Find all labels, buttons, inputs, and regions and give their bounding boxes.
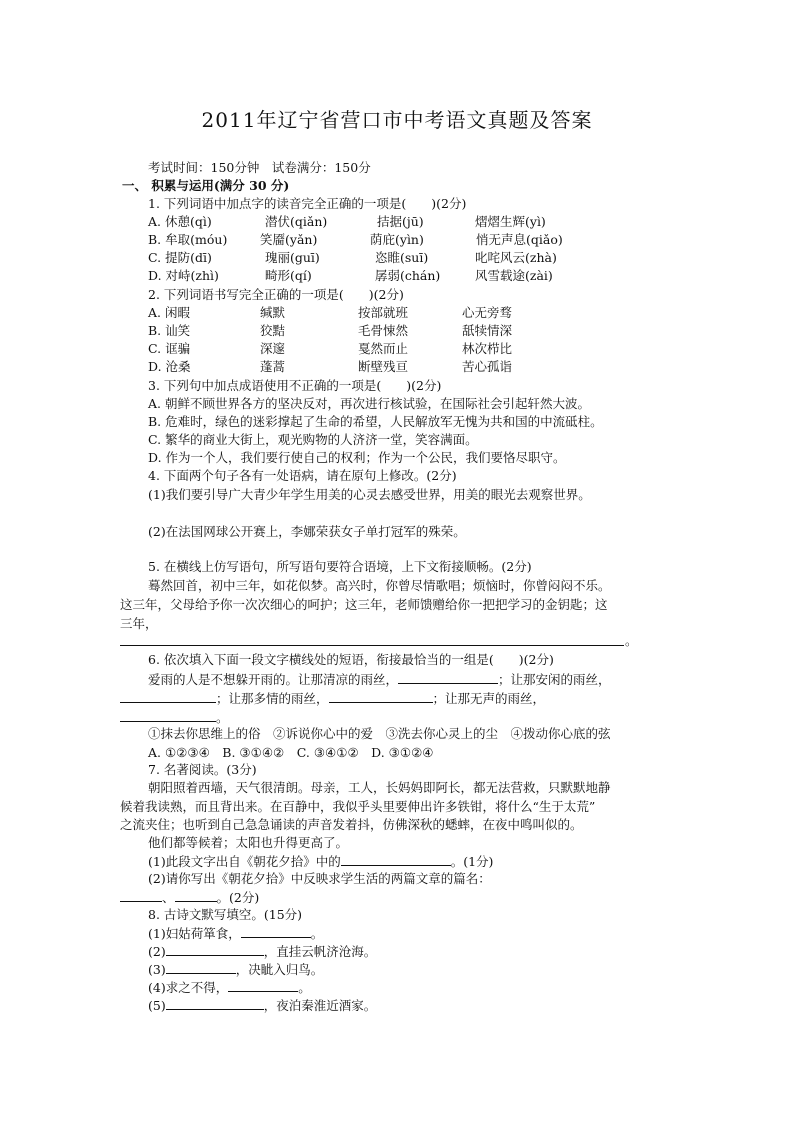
question-1-option-d: [148, 268, 553, 284]
question-1-stem: 1. 下列词语中加点字的读音完全正确的一项是( )(2分): [148, 196, 467, 211]
question-2-option-d: [148, 359, 512, 375]
question-8-line-4: [148, 979, 311, 996]
option-word: D. 对峙(zhì): [148, 268, 219, 283]
question-4-sentence-1: (1)我们要引导广大青少年学生用美的心灵去感受世界，用美的眼光去观察世界。: [148, 487, 591, 502]
question-8-text: (4)求之不得，: [148, 980, 229, 995]
question-8-line-3: [148, 961, 323, 978]
question-1-option-b: [148, 232, 563, 248]
question-6-answers: A. ①②③④ B. ③①④② C. ③④①② D. ③①②④: [148, 745, 434, 760]
option-word: 舐犊情深: [462, 323, 513, 338]
question-7-text: (1)此段文字出自《朝花夕拾》中的: [148, 854, 341, 869]
question-7-passage: 朝阳照着西墙，天气很清朗。母亲，工人，长妈妈即阿长，都无法营救，只默默地静: [148, 780, 611, 795]
question-7-text: 、: [162, 890, 175, 905]
option-word: 潜伏(qiǎn): [265, 214, 328, 229]
option-word: B. 牟取(móu): [148, 232, 228, 247]
question-8-text: (1)妇姑荷箪食，: [148, 926, 241, 941]
question-1-option-a: [148, 214, 546, 230]
answer-blank[interactable]: [120, 889, 162, 902]
question-8-text: (2): [148, 944, 166, 959]
answer-blank[interactable]: [120, 709, 216, 722]
question-2-option-b: [148, 323, 512, 339]
answer-blank[interactable]: [175, 889, 217, 902]
question-3-option-c: C. 繁华的商业大街上，观光购物的人济济一堂，笑容满面。: [148, 432, 478, 447]
option-word: 风雪载途(zài): [475, 268, 553, 283]
option-word: 畸形(qí): [265, 268, 312, 283]
option-word: C. 诓骗: [148, 341, 191, 356]
option-word: 苦心孤诣: [462, 359, 513, 374]
option-word: 林次栉比: [462, 341, 513, 356]
question-5-paragraph: 这三年，父母给予你一次次细心的呵护；这三年，老师馈赠给你一把把学习的金钥匙；这: [120, 597, 608, 612]
answer-blank[interactable]: [341, 853, 451, 866]
answer-blank[interactable]: [166, 997, 264, 1010]
question-6-text: 。: [216, 710, 229, 725]
question-6-text: ；让那多情的雨丝，: [216, 691, 329, 706]
question-7-stem: 7. 名著阅读。(3分): [148, 762, 257, 777]
question-7-text: 。(1分): [450, 854, 494, 869]
answer-blank[interactable]: [166, 943, 264, 956]
answer-blank[interactable]: [398, 671, 498, 684]
question-6-text: 爱雨的人是不想躲开雨的。让那清凉的雨丝，: [148, 672, 399, 687]
question-8-text: ，夜泊秦淮近酒家。: [263, 998, 377, 1013]
question-2-stem: 2. 下列词语书写完全正确的一项是( )(2分): [148, 287, 404, 302]
question-8-text: (3): [148, 962, 166, 977]
question-5-end: 。: [625, 633, 638, 648]
exam-info: 考试时间：150分钟 试卷满分：150分: [148, 160, 371, 175]
answer-line[interactable]: [120, 645, 624, 646]
answer-blank[interactable]: [228, 979, 298, 992]
question-5-paragraph: 三年，: [120, 616, 158, 631]
question-6-text: ；让那安闲的雨丝，: [498, 672, 611, 687]
option-word: 狡黠: [260, 323, 286, 338]
question-3-option-d: D. 作为一个人，我们要行使自己的权利；作为一个公民，我们要恪尽职守。: [148, 450, 566, 465]
option-word: B. 讪笑: [148, 323, 191, 338]
option-word: 笑靥(yǎn): [260, 232, 318, 247]
section-heading: 一、 积累与运用(满分 30 分): [122, 178, 290, 193]
question-8-line-5: [148, 997, 376, 1014]
question-1-option-c: [148, 250, 557, 266]
option-word: 深邃: [260, 341, 286, 356]
page-title: 2011年辽宁省营口市中考语文真题及答案: [201, 108, 593, 132]
question-7-passage: 之流夹住；也听到自己急急诵读的声音发着抖，仿佛深秋的蟋蟀，在夜中鸣叫似的。: [120, 817, 583, 832]
option-word: C. 提防(dī): [148, 250, 212, 265]
question-6-stem: 6. 依次填入下面一段文字横线处的短语，衔接最恰当的一组是( )(2分): [148, 652, 554, 667]
option-word: 拮据(jū): [377, 214, 424, 229]
question-6-line: [148, 671, 611, 688]
option-word: 悄无声息(qiǎo): [476, 232, 563, 247]
option-word: 戛然而止: [358, 341, 409, 356]
option-word: 瑰丽(guī): [265, 250, 320, 265]
question-7-sub-2: (2)请你写出《朝花夕拾》中反映求学生活的两篇文章的篇名：: [148, 871, 491, 886]
question-8-line-2: [148, 943, 376, 960]
question-8-text: ，决眦入归鸟。: [235, 962, 324, 977]
question-2-option-c: [148, 341, 512, 357]
option-word: 断壁残亘: [358, 359, 409, 374]
question-8-text: ，直挂云帆济沧海。: [263, 944, 377, 959]
option-word: D. 沧桑: [148, 359, 191, 374]
option-word: 熠熠生辉(yì): [475, 214, 546, 229]
question-8-text: 。: [298, 980, 311, 995]
question-7-passage: 他们都等候着；太阳也升得更高了。: [148, 835, 349, 850]
question-8-text: 。: [310, 926, 324, 941]
option-word: 蓬蒿: [260, 359, 286, 374]
question-4-sentence-2: (2)在法国网球公开赛上，李娜荣获女子单打冠军的殊荣。: [148, 524, 466, 539]
question-6-text: ；让那无声的雨丝，: [432, 691, 546, 706]
question-6-line: [120, 709, 229, 726]
question-7-sub-1: [148, 853, 493, 870]
question-8-line-1: [148, 925, 323, 942]
option-word: 毛骨悚然: [358, 323, 409, 338]
question-3-option-b: B. 危难时，绿色的迷彩撑起了生命的希望，人民解放军无愧为共和国的中流砥柱。: [148, 414, 603, 429]
option-word: A. 闲暇: [148, 305, 190, 320]
answer-blank[interactable]: [241, 925, 311, 938]
question-2-option-a: [148, 305, 512, 321]
option-word: A. 休憩(qì): [148, 214, 212, 229]
question-7-text: 。(2分): [216, 890, 260, 905]
option-word: 恣睢(suī): [375, 250, 429, 265]
question-5-stem: 5. 在横线上仿写语句，所写语句要符合语境，上下文衔接顺畅。(2分): [148, 559, 532, 574]
question-4-stem: 4. 下面两个句子各有一处语病，请在原句上修改。(2分): [148, 468, 457, 483]
question-7-passage: 候着我读熟，而且背出来。在百静中，我似乎头里要伸出许多铁钳，将什么“生于太荒”: [120, 799, 596, 814]
option-word: 叱咤风云(zhà): [475, 250, 557, 265]
question-8-stem: 8. 古诗文默写填空。(15分): [148, 907, 303, 922]
question-3-stem: 3. 下列句中加点成语使用不正确的一项是( )(2分): [148, 378, 442, 393]
question-7-sub-2-answer: [120, 889, 259, 906]
answer-blank[interactable]: [166, 961, 236, 974]
question-6-line: [120, 690, 545, 707]
question-6-choices: ①抹去你思维上的俗 ②诉说你心中的爱 ③洗去你心灵上的尘 ④拨动你心底的弦: [148, 726, 611, 741]
option-word: 按部就班: [358, 305, 409, 320]
option-word: 荫庇(yìn): [370, 232, 424, 247]
option-word: 孱弱(chán): [375, 268, 441, 283]
answer-blank[interactable]: [329, 690, 433, 703]
option-word: 缄默: [260, 305, 286, 320]
question-3-option-a: A. 朝鲜不顾世界各方的坚决反对，再次进行核试验，在国际社会引起轩然大波。: [148, 396, 590, 411]
question-8-text: (5): [148, 998, 166, 1013]
option-word: 心无旁骛: [462, 305, 513, 320]
answer-blank[interactable]: [120, 690, 216, 703]
question-5-paragraph: 蓦然回首，初中三年，如花似梦。高兴时，你曾尽情歌唱；烦恼时，你曾闷闷不乐。: [148, 578, 611, 593]
